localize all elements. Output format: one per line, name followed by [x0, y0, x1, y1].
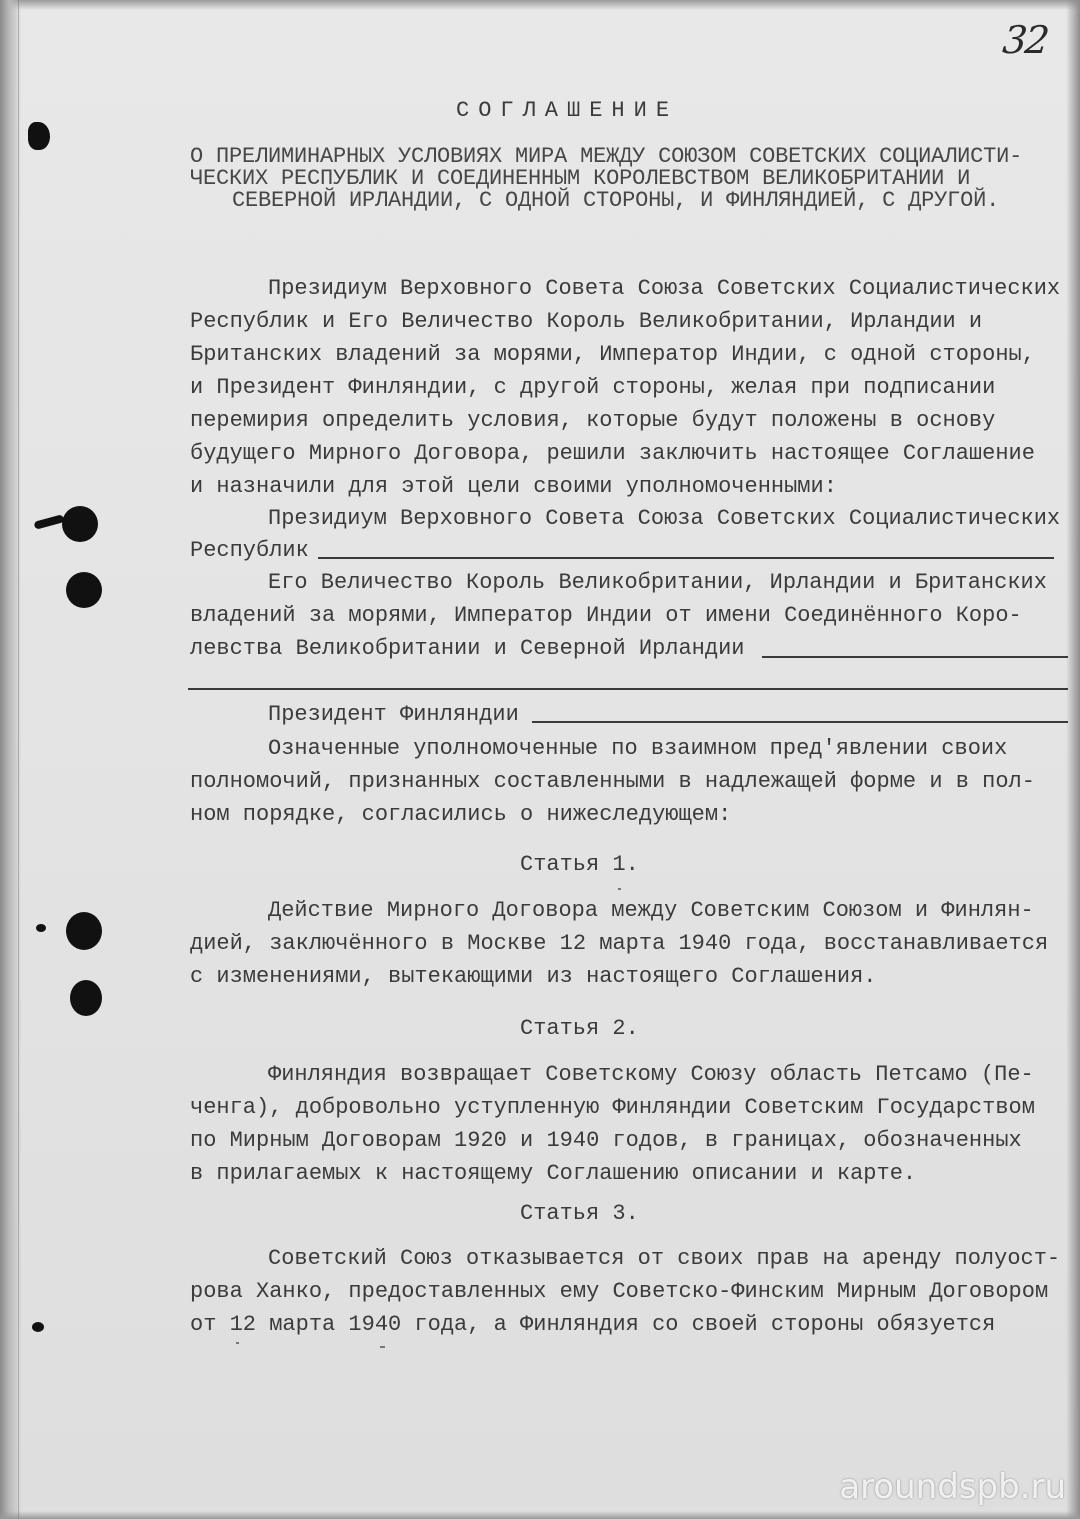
preamble-line: полномочий, признанных составленными в надлежащей форме и в пол- [190, 769, 1035, 794]
subtitle-line-2: ЧЕСКИХ РЕСПУБЛИК И СОЕДИНЕННЫМ КОРОЛЕВСТВОМ ВЕЛИКОБРИТАНИИ И [190, 166, 971, 191]
article-line: дией, заключённого в Москве 12 марта 1940 года, восстанавливается [190, 931, 1049, 956]
signature-blank-line [532, 721, 1068, 723]
preamble-line: и назначили для этой цели своими уполномоченными: [190, 474, 837, 499]
article-line: Советский Союз отказывается от своих прав на аренду полуост- [268, 1246, 1061, 1271]
binding-hole [62, 506, 98, 542]
preamble-line: перемирия определить условия, которые будут положены в основу [190, 408, 996, 433]
scan-speck [236, 1342, 239, 1344]
binding-fold [18, 0, 19, 1519]
preamble-line: ном порядке, согласились о нижеследующем: [190, 802, 732, 827]
preamble-line: Республик [190, 538, 309, 563]
article-line: с изменениями, вытекающими из настоящего Соглашения. [190, 964, 877, 989]
document-title: СОГЛАШЕНИЕ [456, 98, 679, 123]
binding-hole [32, 1322, 44, 1332]
binding-hole [36, 924, 46, 932]
scan-speck [618, 888, 621, 890]
article-line: по Мирным Договорам 1920 и 1940 годов, в границах, обозначенных [190, 1128, 1022, 1153]
preamble-line: Британских владений за морями, Император Индии, с одной стороны, [190, 342, 1035, 367]
preamble-line: будущего Мирного Договора, решили заключить настоящее Соглашение [190, 441, 1035, 466]
article-heading: Статья 2. [520, 1016, 639, 1041]
signature-blank-line [318, 557, 1054, 559]
binding-hole [66, 912, 102, 950]
article-line: в прилагаемых к настоящему Соглашению описании и карте. [190, 1161, 917, 1186]
article-line: рова Ханко, предоставленных ему Советско-Финским Мирным Договором [190, 1279, 1049, 1304]
binding-hole [33, 514, 64, 529]
page-number: 32 [1000, 18, 1050, 62]
scan-edge-right [1066, 0, 1080, 1519]
preamble-line: Означенные уполномоченные по взаимном пред'явлении своих [268, 736, 1008, 761]
scan-speck [380, 1346, 385, 1348]
preamble-line: левства Великобритании и Северной Ирландии [190, 636, 745, 661]
preamble-line: Его Величество Король Великобритании, Ирландии и Британских [268, 570, 1047, 595]
article-heading: Статья 3. [520, 1201, 639, 1226]
binding-hole [28, 122, 50, 150]
subtitle-line-3: СЕВЕРНОЙ ИРЛАНДИИ, С ОДНОЙ СТОРОНЫ, И ФИНЛЯНДИЕЙ, С ДРУГОЙ. [232, 188, 1000, 213]
preamble-line: Республик и Его Величество Король Великобритании, Ирландии и [190, 309, 983, 334]
article-heading: Статья 1. [520, 852, 639, 877]
article-line: Действие Мирного Договора между Советским Союзом и Финлян- [268, 898, 1034, 923]
watermark: aroundspb.ru [839, 1467, 1066, 1507]
scan-edge-bottom [0, 1511, 1080, 1519]
preamble-line: владений за морями, Император Индии от имени Соединённого Коро- [190, 603, 1022, 628]
article-line: ченга), добровольно уступленную Финляндии Советским Государством [190, 1095, 1035, 1120]
signature-blank-line [188, 688, 1068, 690]
signature-blank-line [762, 656, 1068, 658]
subtitle-line-1: О ПРЕЛИМИНАРНЫХ УСЛОВИЯХ МИРА МЕЖДУ СОЮЗОМ СОВЕТСКИХ СОЦИАЛИСТИ- [190, 144, 1023, 169]
article-line: от 12 марта 1940 года, а Финляндия со своей стороны обязуется [190, 1312, 996, 1337]
preamble-line: Президиум Верховного Совета Союза Советских Социалистических [268, 506, 1061, 531]
binding-hole [70, 980, 102, 1016]
preamble-line: Президент Финляндии [268, 702, 519, 727]
article-line: Финляндия возвращает Советскому Союзу область Петсамо (Пе- [268, 1062, 1034, 1087]
preamble-line: и Президент Финляндии, с другой стороны, желая при подписании [190, 375, 996, 400]
scan-edge-top [0, 0, 1080, 10]
preamble-line: Президиум Верховного Совета Союза Советских Социалистических [268, 276, 1061, 301]
binding-hole [66, 572, 102, 608]
